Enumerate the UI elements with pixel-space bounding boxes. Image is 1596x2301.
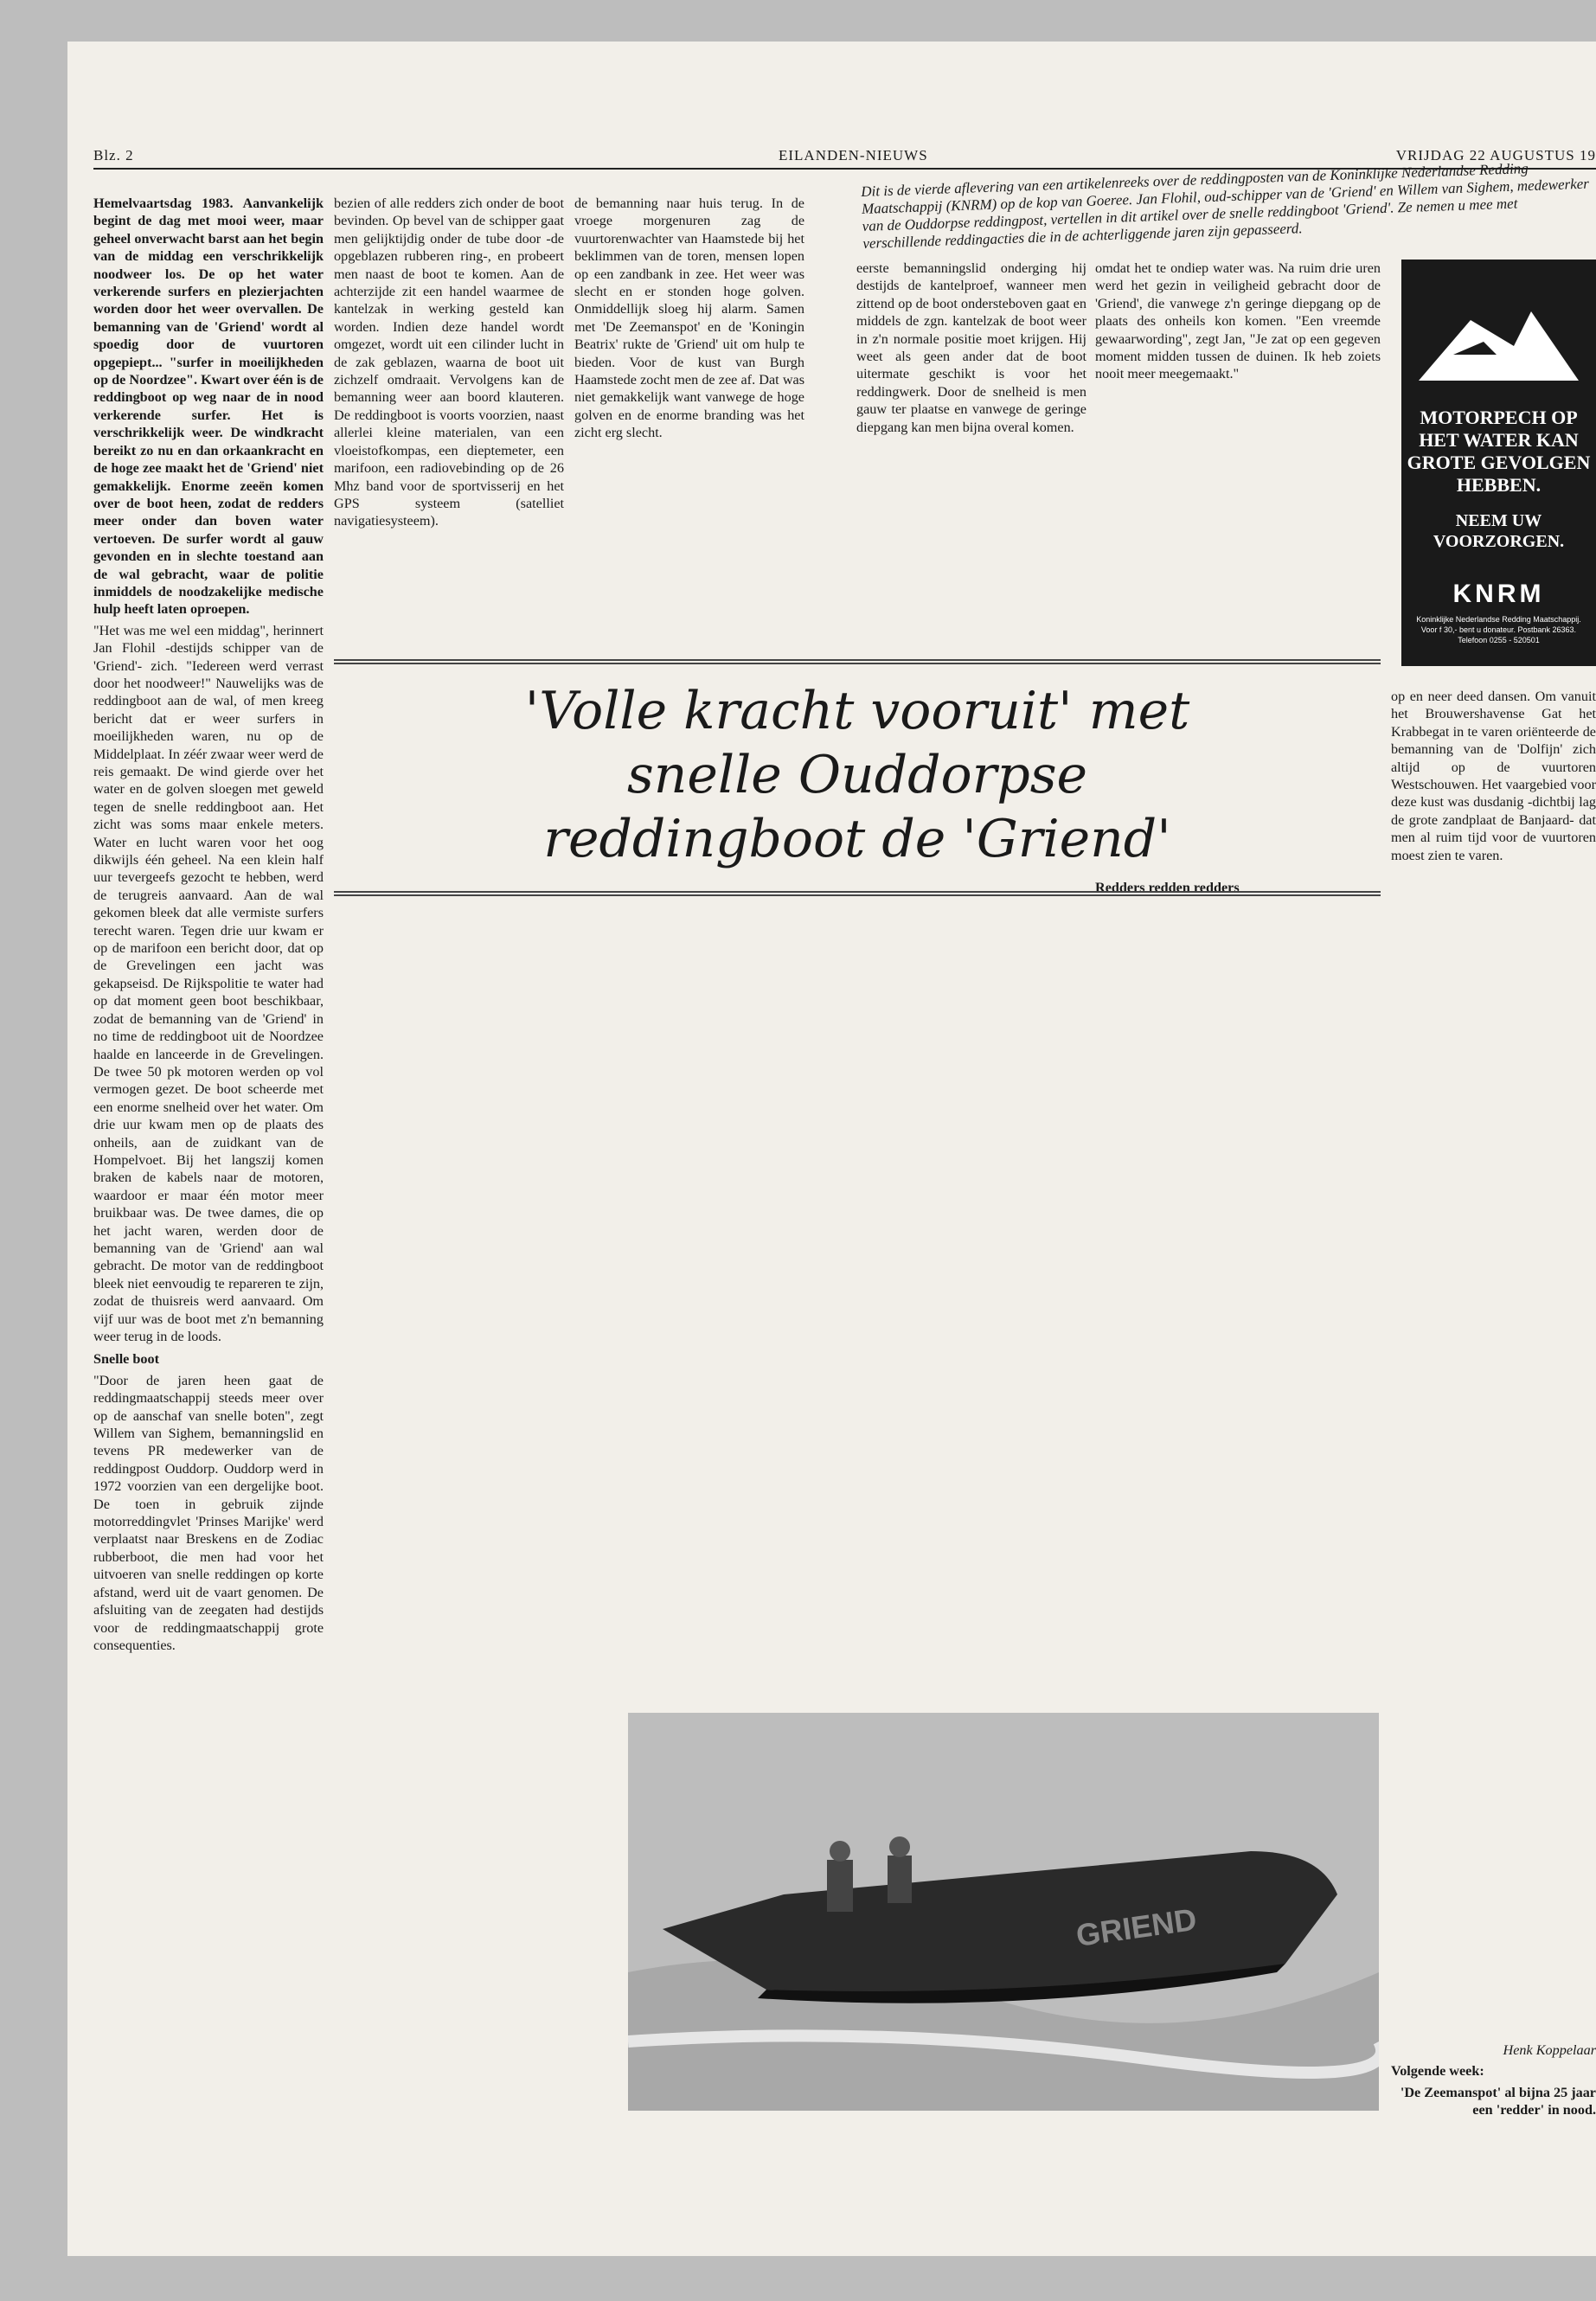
knrm-logo: KNRM — [1452, 580, 1545, 608]
boat-illustration — [1401, 285, 1596, 389]
article-footer — [1391, 2041, 1596, 2249]
title-line-3: reddingboot de 'Griend' — [543, 809, 1171, 869]
body-paragraph: eerste bemanningslid onderging hij destijds de kantelproef, wanneer men zittend op de boot ondersteboven gaat en middels de zgn. kantelzak de boot weer in z'n normale positie moet krijgen. Hij weet als geen ander dat de boot uitermate geschikt is voor het reddingwerk. Door de snelheid is men gauw ter plaatse en vanwege de geringe diepgang kan men bijna overal komen. — [856, 260, 1086, 435]
intro-text: Dit is de vierde aflevering van een artikelenreeks over de reddingposten van de Koninklijke Nederlandse Redding Maatschappij (KNRM) op de kop van Goeree. Jan Flohil, oud-schipper van de 'Griend' en Willem van Sighem, medewerker van de Ouddorpse reddingpost, vertellen in dit artikel over de snelle reddingboot 'Griend'. Ze nemen u mee met verschillende reddingacties die in de achterliggende jaren zijn gepasseerd. — [861, 160, 1590, 252]
body-paragraph: "Het was me wel een middag", herinnert Jan Flohil -destijds schipper van de 'Griend'- zich. "Iedereen werd verrast door het noodweer!" Nauwelijks was de reddingboot aan de wal, of men kreeg bericht dat er weer surfers in moeilijkheden waren, nu op de Middelplaat. In zéér zwaar weer werd de reis gemaakt. De wind gierde over het water en de golven sloegen met geweld tegen de snelle reddingboot aan. Het zicht was soms maar enkele meters. Water en lucht waren voor het oog dikwijls één geheel. Na een klein half uur tevergeefs gezocht te hebben, werd de terugreis aanvaard. Aan de wal gekomen bleek dat alle vermiste surfers terecht waren. Tegen drie uur kwam er op de marifoon een bericht door, dat op de Grevelingen een jacht was gekapseisd. De Rijkspolitie te water had op dat moment geen boot beschikbaar, zodat de bemanning van de 'Griend' in no time de reddingboot uit de Noordzee haalde en lanceerde in de Grevelingen. De twee 50 pk motoren werden op vol vermogen gezet. De boot scheerde met een enorme snelheid over het water. Om drie uur kwam men op de plaats des onheils, aan de zuidkant van de Hompelvoet. Bij het langszij komen braken de kabels naar de motoren, waardoor er maar één motor meer bruikbaar was. De twee dames, die op het jacht waren, werden door de bemanning van de 'Griend' aan wal gebracht. De motor van de reddingboot bleek niet eenvoudig te repareren te zijn, zodat de thuisreis werd aanvaard. Om vijf uur was de boot met z'n bemanning weer terug in de loods. — [93, 622, 324, 1344]
article-title — [334, 659, 1381, 896]
body-paragraph: "Door de jaren heen gaat de reddingmaatschappij steeds meer over op de aanschaf van snelle boten", zegt Willem van Sighem, bemanningslid en tevens PR medewerker van de reddingpost Ouddorp. Ouddorp werd in 1972 voorzien van een dergelijke boot. De toen in gebruik zijnde motorreddingvlet 'Prinses Marijke' werd verplaatst naar Breskens en de Zodiac rubberboot, die men had voor het uitvoeren van snelle reddingen op korte afstand, werd uit de vaart genomen. De afsluiting van de zeegaten had destijds voor de reddingmaatschappij grote consequenties. — [93, 1372, 324, 1653]
body-paragraph: omdat het te ondiep water was. Na ruim drie uren werd het gezin in veiligheid gebracht door de 'Griend', die vanwege z'n geringe diepgang op de plaats des onheils kon komen. "Een vreemde gewaarwording", zegt Jan, "Je zat op een gegeven moment midden tussen de duinen. Ik heb zoiets nooit meer meegemaakt." — [1095, 260, 1381, 382]
subheading: Redders redden redders — [1095, 880, 1240, 895]
title-line-1: 'Volle kracht vooruit' met — [524, 681, 1190, 741]
lead-paragraph: Hemelvaartsdag 1983. Aanvankelijk begint de dag met mooi weer, maar geheel onverwacht barst aan het begin van de middag een verschrikkelijk noodweer los. De op het water verkerende surfers en plezierjachten worden door het weer overvallen. De bemanning van de 'Griend' wordt al spoedig door de vuurtoren opgepiept... "surfer in moeilijkheden op de Noordzee". Kwart over één is de reddingboot op weg naar de in nood verkerende surfer. Het is verschrikkelijk weer. De windkracht bereikt zo nu en dan orkaankracht en de hoge zee maakt het de 'Griend' niet gemakkelijk. Enorme zeeën komen over de boot heen, zodat de redders meer onder dan boven water vertoeven. De surfer wordt al gauw gevonden en in slechte toestand aan de wal gebracht, waar de politie inmiddels de noodzakelijke medische hulp heeft laten oproepen. — [93, 195, 324, 618]
next-week-label: Volgende week: — [1391, 2063, 1484, 2080]
title-line-2: snelle Ouddorpse — [626, 745, 1088, 805]
column-2 — [334, 195, 564, 644]
svg-text:GRIEND: GRIEND — [1074, 1900, 1199, 1953]
column-3 — [574, 195, 804, 644]
next-week-text: 'De Zeemanspot' al bijna 25 jaar een 'redder' in nood. — [1400, 2084, 1596, 2118]
column-1 — [93, 195, 324, 2279]
ad-subline: NEEM UW VOORZORGEN. — [1433, 511, 1565, 551]
newspaper-title: EILANDEN-NIEUWS — [779, 147, 928, 163]
issue-date: VRIJDAG 22 AUGUSTUS 19 — [1395, 147, 1596, 163]
ad-headline: MOTORPECH OP HET WATER KAN GROTE GEVOLGEN HEBBEN. — [1407, 407, 1591, 496]
body-paragraph: op en neer deed dansen. Om vanuit het Brouwershavense Gat het Krabbegat in te varen oriënteerde de bemanning van de 'Dolfijn' zich altijd op de vuurtoren Westschouwen. Het vaargebied voor deze kust was dusdanig -dichtbij lag de grote zandplaat de Banjaard- dat men al ruim tijd voor de vuurtoren moest zien te varen. — [1391, 689, 1596, 863]
knrm-advertisement — [1401, 260, 1596, 666]
column-6 — [1391, 688, 1596, 2037]
ad-small-print: Koninklijke Nederlandse Redding Maatschappij. Voor f 30,- bent u donateur. Postbank 26363. Telefoon 0255 - 520501 — [1416, 615, 1581, 644]
lifeboat-photo — [628, 1713, 1379, 2111]
author: Henk Koppelaar — [1503, 2042, 1596, 2058]
subheading: Snelle boot — [93, 1351, 159, 1368]
body-paragraph: de bemanning naar huis terug. In de vroege morgenuren zag de vuurtorenwachter van Haamstede bij het beklimmen van de toren, mensen lopen op een zandbank in zee. Het weer was slecht en er stonden hoge golven. Onmiddellijk sloeg hij alarm. Samen met 'De Zeemanspot' en de 'Koningin Beatrix' rukte de 'Griend' uit om hulp te bieden. Voor de kust van Burgh Haamstede zocht men de zee af. Dat was niet gemakkelijk want vanwege de hoge golven en de enorme branding was het zicht erg slecht. — [574, 195, 804, 441]
column-5 — [1095, 260, 1381, 640]
column-4 — [856, 260, 1086, 644]
page-number: Blz. 2 — [93, 147, 134, 163]
body-paragraph: bezien of alle redders zich onder de boot bevinden. Op bevel van de schipper gaat men gelijktijdig onder de tube door -de opgeblazen rubberen ring-, en probeert men naast de boot te komen. Aan de achterzijde zit een handel waarmee de kantelzak in werking gesteld kan worden. Indien deze handel wordt omgezet, wordt uit een cilinder lucht in de zak geblazen, waarna de boot uit zichzelf omdraait. Vervolgens kan de bemanning weer aan boord klauteren. De reddingboot is voorts voorzien, naast allerlei kleine materialen, van een vloeistofkompas, een dieptemeter, een marifoon, een radiovebinding op de 26 Mhz band voor de sportvisserij en het GPS systeem (satelliet navigatiesysteem). — [334, 195, 564, 529]
column-5-lower — [1095, 874, 1381, 1047]
